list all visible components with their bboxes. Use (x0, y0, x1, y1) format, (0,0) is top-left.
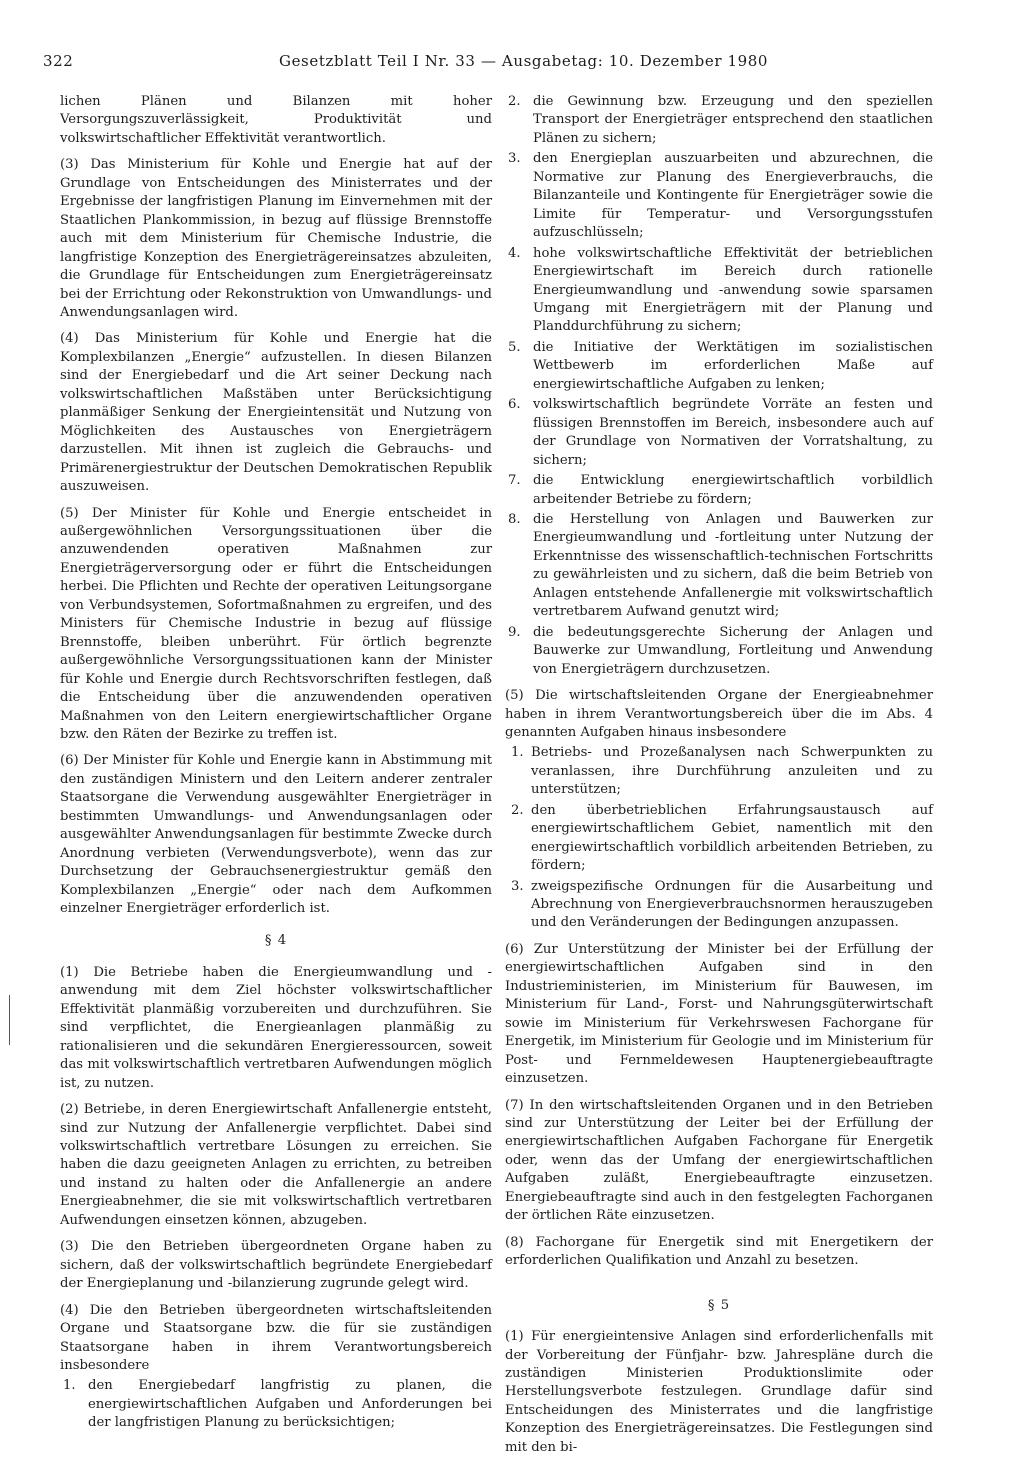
gazette-title: Gesetzblatt Teil I Nr. 33 — Ausgabetag: 10. Dezember 1980 (279, 52, 769, 70)
list-item (505, 245, 933, 337)
section4-paragraph-1: (1) Die Betriebe haben die Energieumwandlung und -anwendung mit dem Ziel höchster volkswirtschaftlicher Effektivität planmäßig vorzubereiten und durchzuführen. Sie sind verpflichtet, die Energieanlagen planmäßig zu rationalisieren und die sekundären Energieressourcen, soweit das mit volkswirtschaftlich vertretbaren Aufwendungen möglich ist, zu nutzen. (60, 964, 492, 1091)
list-number: 3. (508, 151, 521, 167)
section4-paragraph-4: (4) Die den Betrieben übergeordneten wirtschaftsleitenden Organe und Staatsorgane bzw. die für sie zuständigen Staatsorgane haben in ihrem Verantwortungsbereich insbesondere (60, 1302, 492, 1373)
list-number: 6. (508, 397, 521, 413)
list-item (505, 150, 933, 242)
list-text: volkswirtschaftlich begründete Vorräte an festen und flüssigen Brennstoffen im Bereich, insbesondere auch auf der Grundlage von Normativen der Vorratshaltung, zu sichern; (533, 397, 933, 468)
paragraph-4: (4) Das Ministerium für Kohle und Energie hat die Komplexbilanzen „Energie“ aufzustellen. In diesen Bilanzen sind der Energiebedarf und die Art seiner Deckung nach volkswirtschaftlichen Maßstäben unter Berücksichtigung planmäßiger Senkung der Energieintensität und Nutzung von Möglichkeiten des Austausches von Energieträgern darzustellen. Mit ihnen ist zugleich die Gebrauchs- und Primärenergiestruktur der Deutschen Demokratischen Republik auszuweisen. (60, 331, 492, 495)
list-number: 8. (508, 511, 521, 527)
list-text: Betriebs- und Prozeßanalysen nach Schwerpunkten zu veranlassen, ihre Durchführung anzuleiten und zu unterstützen; (531, 745, 933, 798)
list-item (505, 802, 933, 876)
list-text: hohe volkswirtschaftliche Effektivität der betrieblichen Energiewirtschaft im Bereich durch rationelle Energieumwandlung und -anwendung sowie sparsamen Umgang mit Energieträgern mit der Planung und Planddurchführung zu sichern; (533, 245, 933, 335)
list-text: die Herstellung von Anlagen und Bauwerken zur Energieumwandlung und -fortleitung unter Nutzung der Erkenntnisse des wissenschaftlich-technischen Fortschritts zu gewährleisten und zu sichern, daß die beim Betrieb von Anlagen entstehende Anfallenergie mit volkswirtschaftlich vertretbarem Aufwand genutzt wird; (533, 511, 933, 620)
list-item (505, 511, 933, 622)
section4-paragraph-5: (5) Die wirtschaftsleitenden Organe der Energieabnehmer haben in ihrem Verantwortungsbereich über die im Abs. 4 genannten Aufgaben hinaus insbesondere (505, 688, 933, 740)
list-text: den Energiebedarf langfristig zu planen, die energiewirtschaftlichen Aufgaben und Anforderungen bei der langfristigen Planung zu berücksichtigen; (88, 1378, 492, 1431)
section4-list-continued (505, 93, 933, 679)
list-number: 1. (63, 1378, 76, 1394)
list-item (505, 396, 933, 470)
margin-mark (9, 995, 10, 1045)
list-number: 1. (511, 745, 524, 761)
paragraph-6: (6) Der Minister für Kohle und Energie kann in Abstimmung mit den zuständigen Ministern und den Leitern anderer zentraler Staatsorgane die Verwendung ausgewählter Energieträger in bestimmten Umwandlungs- und Anwendungsanlagen oder ausgewählter Anwendungsanlagen für bestimmte Zwecke durch Anordnung verbieten (Verwendungsverbote), wenn das zur Durchsetzung der Gebrauchsenergiestruktur gemäß den Komplexbilanzen „Energie“ oder nach dem Aufkommen einzelner Energieträger erforderlich ist. (60, 753, 492, 917)
section4-paragraph-8: (8) Fachorgane für Energetik sind mit Energetikern der erforderlichen Qualifikation und Anzahl zu besetzen. (505, 1234, 933, 1269)
list-text: die Initiative der Werktätigen im sozialistischen Wettbewerb im erforderlichen Maße auf energiewirtschaftliche Aufgaben zu lenken; (533, 339, 933, 392)
list-number: 2. (508, 94, 521, 109)
list-number: 2. (511, 802, 524, 818)
list-number: 3. (511, 878, 524, 894)
list-text: zweigspezifische Ordnungen für die Ausarbeitung und Abrechnung von Energieverbrauchsnormen herauszugeben und den Veränderungen der Bedingungen anzupassen. (531, 878, 933, 931)
list-item (505, 472, 933, 509)
paragraph-intro: lichen Plänen und Bilanzen mit hoher Versorgungszuverlässigkeit, Produktivität und volkswirtschaftlicher Effektivität verantwortlich. (60, 94, 492, 146)
section-heading-4: § 4 (264, 933, 288, 949)
paragraph-5: (5) Der Minister für Kohle und Energie entscheidet in außergewöhnlichen Versorgungssituationen über die anzuwendenden operativen Maßnahmen zur Energieträgerversorgung oder er führt die Entscheidungen herbei. Die Pflichten und Rechte der operativen Leitungsorgane von Verbundsystemen, Sofortmaßnahmen zu ergreifen, und des Ministers für Chemische Industrie in bezug auf flüssige Brennstoffe, bleiben unberührt. Für örtlich begrenzte außergewöhnliche Versorgungssituationen kann der Minister für Kohle und Energie durch Rechtsvorschriften festlegen, daß die Entscheidung über die anzuwendenden operativen Maßnahmen von den Leitern energiewirtschaftlicher Organe bzw. den Räten der Bezirke zu treffen ist. (60, 505, 492, 742)
left-column (60, 93, 492, 1441)
section4-paragraph-5-list (505, 744, 933, 933)
section4-paragraph-6: (6) Zur Unterstützung der Minister bei der Erfüllung der energiewirtschaftlichen Aufgaben sind in den Industrieministerien, im Ministerium für Bauwesen, im Ministerium für Land-, Forst- und Nahrungsgüterwirtschaft sowie im Ministerium für Verkehrswesen Fachorgane für Energetik, im Ministerium für Geologie und im Ministerium für Post- und Fernmeldewesen Hauptenergiebeauftragte einzusetzen. (505, 941, 933, 1087)
list-item (505, 93, 933, 148)
list-item (505, 878, 933, 933)
section4-paragraph-2: (2) Betriebe, in deren Energiewirtschaft Anfallenergie entsteht, sind zur Nutzung der Anfallenergie verpflichtet. Dabei sind volkswirtschaftlich vertretbare Lösungen zu erreichen. Sie haben die dazu geeigneten Anlagen zu errichten, zu betreiben und instand zu halten oder die Anfallenergie an andere Energieabnehmer, die sie mit volkswirtschaftlich vertretbaren Aufwendungen einsetzen können, abzugeben. (60, 1102, 492, 1228)
list-text: den Energieplan auszuarbeiten und abzurechnen, die Normative zur Planung des Energieverbrauchs, die Bilanzanteile und Kontingente für Energieträger sowie die Limite für Temperatur- und Versorgungsstufen aufzuschlüsseln; (533, 151, 933, 241)
section4-list (60, 1377, 492, 1432)
page-number: 322 (43, 52, 74, 70)
list-text: den überbetrieblichen Erfahrungsaustausch auf energiewirtschaftlichem Gebiet, namentlich mit den energiewirtschaftlich vorbildlich arbeitenden Betrieben, zu fördern; (531, 802, 933, 874)
list-text: die Gewinnung bzw. Erzeugung und den speziellen Transport der Energieträger entsprechend den staatlichen Plänen zu sichern; (533, 94, 933, 146)
list-number: 4. (508, 245, 521, 261)
paragraph-3: (3) Das Ministerium für Kohle und Energie hat auf der Grundlage von Entscheidungen des Ministerrates und der Ergebnisse der langfristigen Planung im Einvernehmen mit der Staatlichen Plankommission, in bezug auf flüssige Brennstoffe auch mit dem Ministerium für Chemische Industrie, die langfristige Konzeption des Energieträgereinsatzes abzuleiten, die Grundlage für Entscheidungen zum Energieträgereinsatz bei der Errichtung oder Rekonstruktion von Umwandlungs- und Anwendungsanlagen wird. (60, 157, 492, 320)
list-number: 5. (508, 339, 521, 355)
list-item (505, 624, 933, 679)
list-item (505, 744, 933, 799)
list-text: die Entwicklung energiewirtschaftlich vorbildlich arbeitender Betriebe zu fördern; (533, 473, 933, 507)
right-column (505, 93, 933, 1465)
section4-paragraph-3: (3) Die den Betrieben übergeordneten Organe haben zu sichern, daß der volkswirtschaftlich begründete Energiebedarf der Energieplanung und -bilanzierung zugrunde gelegt wird. (60, 1239, 492, 1292)
section-heading-5: § 5 (707, 1297, 731, 1313)
list-number: 7. (508, 473, 521, 489)
list-item (505, 339, 933, 394)
list-item (60, 1377, 492, 1432)
section5-paragraph-1: (1) Für energieintensive Anlagen sind erforderlichenfalls mit der Vorbereitung der Fünfjahr- bzw. Jahrespläne durch die zuständigen Ministerien Produktionslimite oder Herstellungsverbote festzulegen. Grundlage dafür sind Entscheidungen des Ministerrates und die langfristige Konzeption des Energieträgereinsatzes. Die Festlegungen sind mit den bi- (505, 1329, 933, 1455)
list-text: die bedeutungsgerechte Sicherung der Anlagen und Bauwerke zur Umwandlung, Fortleitung und Anwendung von Energieträgern durchzusetzen. (533, 624, 933, 677)
list-number: 9. (508, 624, 521, 640)
section4-paragraph-7: (7) In den wirtschaftsleitenden Organen und in den Betrieben sind zur Unterstützung der Leiter bei der Erfüllung der energiewirtschaftlichen Aufgaben Fachorgane für Energetik oder, wenn das der Umfang der energiewirtschaftlichen Aufgaben zuläßt, Energiebeauftragte einzusetzen. Energiebeauftragte sind auch in den festgelegten Fachorganen der örtlichen Räte einzusetzen. (505, 1097, 933, 1224)
